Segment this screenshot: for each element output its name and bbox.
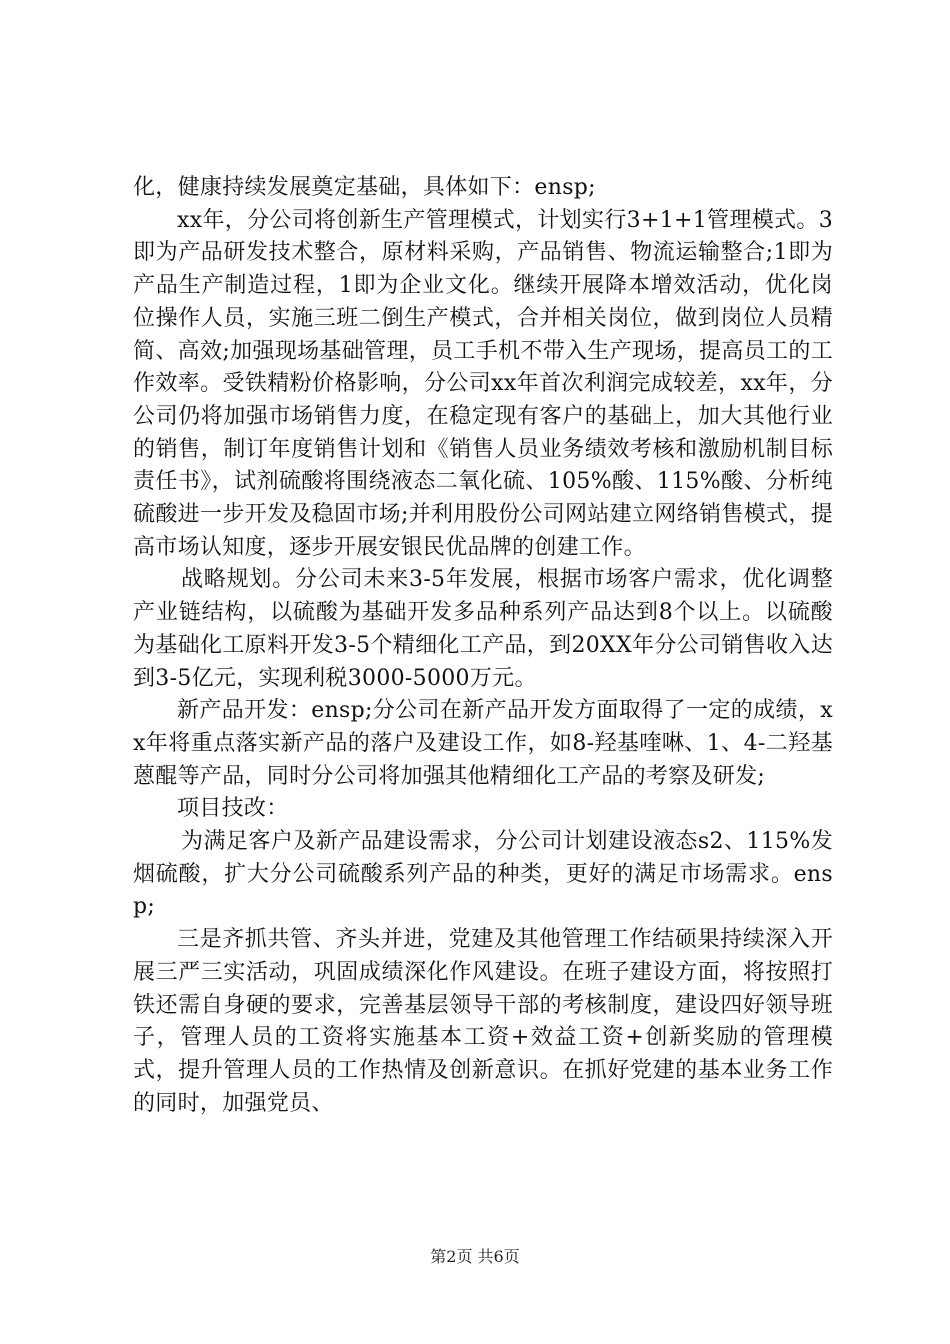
paragraph-strategic-plan: 战略规划。分公司未来3-5年发展，根据市场客户需求，优化调整产业链结构，以硫酸为基础开发多品种系列产品达到8个以上。以硫酸为基础化工原料开发3-5个精细化工产品，到20XX年分公司销售收入达到3-5亿元，实现利税3000-5000万元。	[133, 567, 833, 691]
paragraph-project-detail: 为满足客户及新产品建设需求，分公司计划建设液态s2、115%发烟硫酸，扩大分公司硫酸系列产品的种类，更好的满足市场需求。ensp;	[133, 829, 833, 920]
page-number-footer: 第2页 共6页	[430, 1247, 520, 1266]
paragraph-continuation: 化，健康持续发展奠定基础，具体如下：ensp;	[133, 175, 596, 200]
document-body	[133, 172, 833, 1120]
paragraph-new-product: 新产品开发：ensp;分公司在新产品开发方面取得了一定的成绩，xx年将重点落实新产品的落户及建设工作，如8-羟基喹啉、1、4-二羟基蒽醌等产品，同时分公司将加强其他精细化工产品的考察及研发;	[133, 698, 833, 789]
paragraph-management-mode: xx年，分公司将创新生产管理模式，计划实行3+1+1管理模式。3即为产品研发技术整合，原材料采购，产品销售、物流运输整合;1即为产品生产制造过程，1即为企业文化。继续开展降本增效活动，优化岗位操作人员，实施三班二倒生产模式，合并相关岗位，做到岗位人员精简、高效;加强现场基础管理，员工手机不带入生产现场，提高员工的工作效率。受铁精粉价格影响，分公司xx年首次利润完成较差，xx年，分公司仍将加强市场销售力度，在稳定现有客户的基础上，加大其他行业的销售，制订年度销售计划和《销售人员业务绩效考核和激励机制目标责任书》，试剂硫酸将围绕液态二氧化硫、105%酸、115%酸、分析纯硫酸进一步开发及稳固市场;并利用股份公司网站建立网络销售模式，提高市场认知度，逐步开展安银民优品牌的创建工作。	[133, 207, 833, 560]
paragraph-project-heading: 项目技改：	[177, 796, 289, 822]
paragraph-party-building: 三是齐抓共管、齐头并进，党建及其他管理工作结硕果持续深入开展三严三实活动，巩固成绩深化作风建设。在班子建设方面，将按照打铁还需自身硬的要求，完善基层领导干部的考核制度，建设四好领导班子，管理人员的工资将实施基本工资+效益工资+创新奖励的管理模式，提升管理人员的工作热情及创新意识。在抓好党建的基本业务工作的同时，加强党员、	[133, 927, 833, 1116]
